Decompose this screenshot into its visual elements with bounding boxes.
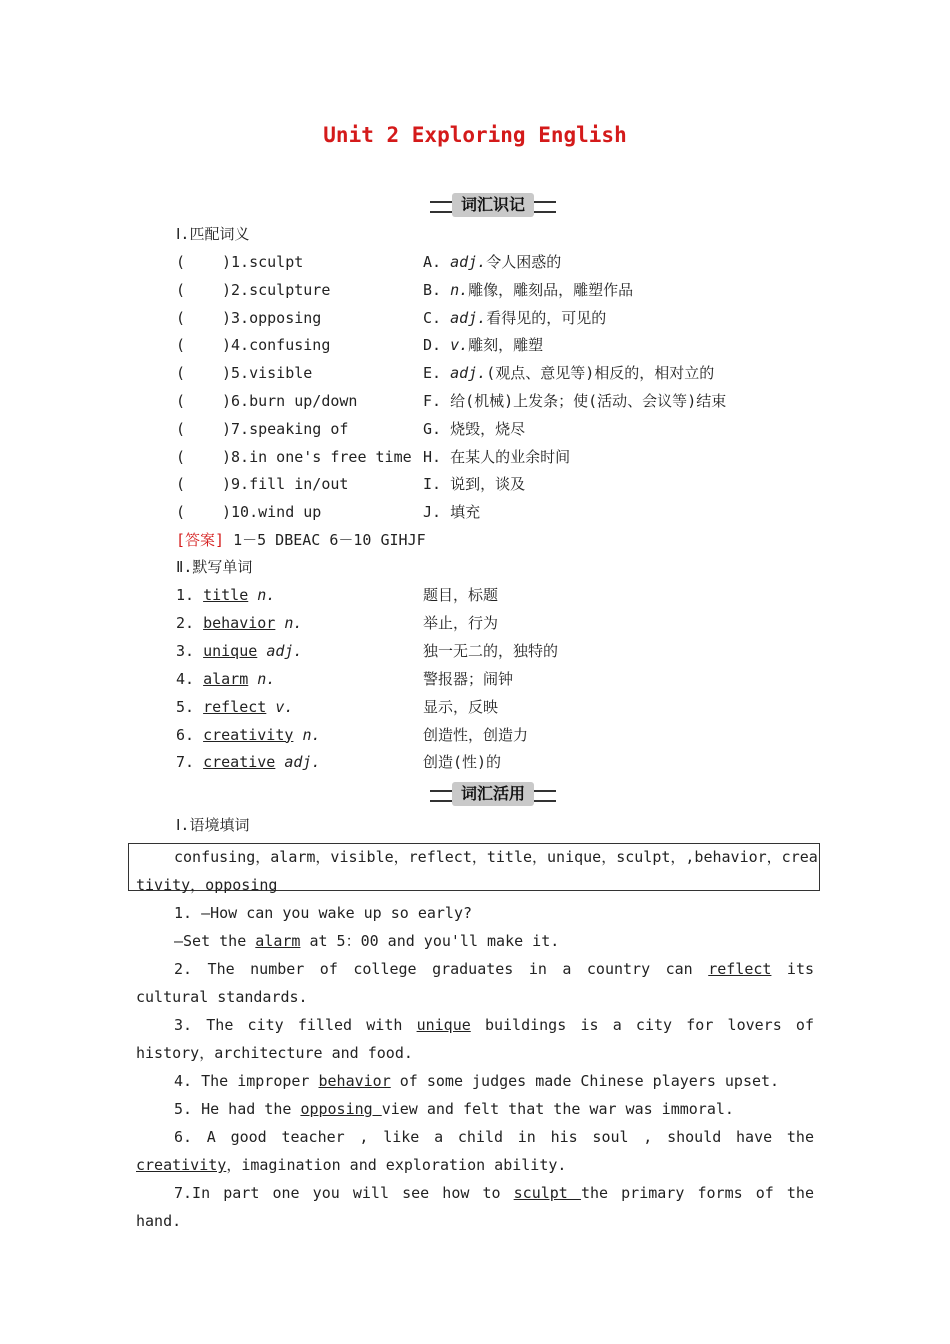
answer-bracket: ( <box>176 308 186 327</box>
dictation-word-row <box>176 581 275 609</box>
item-number: 3. <box>176 641 195 660</box>
answer-bracket: ( <box>176 392 186 410</box>
answer-word: title <box>203 586 249 604</box>
banner-label: 词汇活用 <box>452 782 534 806</box>
definition-letter: I. <box>423 475 442 494</box>
match-term: )6.burn up/down <box>222 392 358 410</box>
definition-text: 给(机械)上发条；使(活动、会议等)结束 <box>450 392 727 410</box>
part-of-speech: adj. <box>450 308 487 327</box>
match-definition-row <box>423 248 561 276</box>
answer-word: unique <box>203 641 258 660</box>
word-bank-text: confusing，alarm，visible，reflect，title，unique，sculpt，,behavior，creativity，opposing <box>136 848 818 894</box>
answer-bracket: ( <box>176 419 186 438</box>
match-term: )3.opposing <box>222 308 322 327</box>
part-of-speech: n. <box>257 586 276 604</box>
definition-letter: F. <box>423 392 442 410</box>
dictation-meaning: 创造性，创造力 <box>423 725 529 744</box>
part-of-speech: adj. <box>450 253 487 271</box>
match-term: )7.speaking of <box>222 419 349 438</box>
definition-text: 雕像，雕刻品，雕塑作品 <box>468 280 634 299</box>
match-definition-row <box>423 331 543 359</box>
match-term-row <box>176 304 321 332</box>
sentence-4: 4. The improper behavior of some judges made Chinese players upset. <box>174 1072 780 1090</box>
answer-bracket: ( <box>176 503 186 522</box>
match-term-row <box>176 470 348 498</box>
definition-text: (观点、意见等)相反的，相对立的 <box>486 364 715 383</box>
match-term-row <box>176 276 330 304</box>
answer-bracket: ( <box>176 336 186 355</box>
answer-blank: reflect <box>708 960 772 978</box>
item-number: 2. <box>176 613 195 632</box>
definition-letter: A. <box>423 253 442 271</box>
dictation-heading: Ⅱ.默写单词 <box>176 558 253 576</box>
match-term-row <box>176 359 312 387</box>
match-definition-row <box>423 415 525 443</box>
match-term: )9.fill in/out <box>222 475 349 494</box>
sentence-3: 3. The city filled with unique buildings is a city for lovers of history，architecture and food. <box>136 1016 814 1062</box>
sentence-7: 7.In part one you will see how to sculpt the primary forms of the hand. <box>136 1184 814 1230</box>
match-term: )2.sculpture <box>222 280 331 299</box>
answer-word: reflect <box>203 697 267 716</box>
match-term: )4.confusing <box>222 336 331 355</box>
item-number: 1. <box>176 586 195 604</box>
answer-bracket: ( <box>176 280 186 299</box>
answer-blank: creativity <box>136 1156 227 1174</box>
answer-blank: opposing <box>300 1100 382 1118</box>
part-of-speech: n. <box>302 725 321 744</box>
part-of-speech: v. <box>275 697 294 716</box>
answer-label: [答案] <box>176 531 225 549</box>
match-definition-row <box>423 276 633 304</box>
part-of-speech: n. <box>284 613 303 632</box>
answer-blank: sculpt <box>513 1184 581 1202</box>
dictation-word-row <box>176 665 275 693</box>
match-term: )5.visible <box>222 364 313 383</box>
definition-text: 烧毁，烧尽 <box>450 419 526 438</box>
definition-text: 看得见的，可见的 <box>486 308 607 327</box>
match-term: )10.wind up <box>222 503 322 522</box>
dictation-meaning: 举止，行为 <box>423 613 499 632</box>
section-banner-vocab-memory <box>430 193 556 219</box>
part-of-speech: n. <box>450 280 469 299</box>
definition-letter: D. <box>423 336 442 355</box>
match-definition-row <box>423 304 606 332</box>
dictation-word-row <box>176 748 321 776</box>
answer-bracket: ( <box>176 475 186 494</box>
dictation-word-row <box>176 609 302 637</box>
dictation-word-row <box>176 637 302 665</box>
definition-text: 雕刻，雕塑 <box>468 336 544 355</box>
sentence-1a: 1. —How can you wake up so early? <box>174 904 473 922</box>
answer-bracket: ( <box>176 447 186 466</box>
sentence-6: 6. A good teacher , like a child in his soul , should have the creativity，imagination and exploration ability. <box>136 1128 814 1174</box>
dictation-meaning: 警报器；闹钟 <box>423 669 514 688</box>
sentence-2: 2. The number of college graduates in a country can reflect its cultural standards. <box>136 960 815 1006</box>
match-term-row <box>176 387 357 415</box>
part-of-speech: adj. <box>284 753 321 772</box>
dictation-word-row <box>176 721 321 749</box>
dictation-meaning: 题目，标题 <box>423 586 499 604</box>
item-number: 5. <box>176 697 195 716</box>
dictation-word-row <box>176 693 293 721</box>
answer-word: creativity <box>203 725 294 744</box>
dictation-meaning: 创造(性)的 <box>423 753 502 772</box>
match-definition-row <box>423 498 480 526</box>
banner-label: 词汇识记 <box>452 193 534 217</box>
answer-blank: alarm <box>255 932 301 950</box>
match-term-row <box>176 498 321 526</box>
match-term-row <box>176 248 303 276</box>
answer-line <box>176 526 426 554</box>
answer-word: creative <box>203 753 276 772</box>
answer-word: alarm <box>203 669 249 688</box>
definition-letter: G. <box>423 419 442 438</box>
definition-letter: J. <box>423 503 442 522</box>
answer-text: 1－5 DBEAC 6－10 GIHJF <box>224 531 426 549</box>
page-title: Unit 2 Exploring English <box>323 123 627 147</box>
match-term: )1.sculpt <box>222 253 304 271</box>
sentence-5: 5. He had the opposing view and felt that the war was immoral. <box>174 1100 734 1118</box>
part-of-speech: adj. <box>266 641 303 660</box>
section-banner-vocab-usage <box>430 782 556 808</box>
match-heading: Ⅰ.匹配词义 <box>176 225 250 243</box>
item-number: 4. <box>176 669 195 688</box>
part-of-speech: n. <box>257 669 276 688</box>
definition-letter: E. <box>423 364 442 383</box>
answer-blank: unique <box>416 1016 471 1034</box>
dictation-meaning: 显示，反映 <box>423 697 499 716</box>
item-number: 7. <box>176 753 195 772</box>
definition-text: 在某人的业余时间 <box>450 447 571 466</box>
match-definition-row <box>423 470 525 498</box>
definition-letter: B. <box>423 280 442 299</box>
definition-letter: H. <box>423 447 442 466</box>
match-term-row <box>176 443 412 471</box>
definition-letter: C. <box>423 308 442 327</box>
match-term-row <box>176 415 348 443</box>
part-of-speech: adj. <box>450 364 487 383</box>
part-of-speech: v. <box>450 336 469 355</box>
match-term-row <box>176 331 330 359</box>
match-definition-row <box>423 443 570 471</box>
item-number: 6. <box>176 725 195 744</box>
answer-word: behavior <box>203 613 276 632</box>
match-definition-row <box>423 387 726 415</box>
dictation-meaning: 独一无二的，独特的 <box>423 641 559 660</box>
match-term: )8.in one's free time <box>222 447 412 466</box>
fill-heading: Ⅰ.语境填词 <box>176 816 250 834</box>
sentence-1b: —Set the alarm at 5：00 and you'll make it. <box>174 932 560 950</box>
definition-text: 说到，谈及 <box>450 475 526 494</box>
answer-blank: behavior <box>318 1072 391 1090</box>
definition-text: 令人困惑的 <box>486 253 562 271</box>
match-definition-row <box>423 359 714 387</box>
definition-text: 填充 <box>450 503 481 522</box>
answer-bracket: ( <box>176 364 186 383</box>
answer-bracket: ( <box>176 253 186 271</box>
